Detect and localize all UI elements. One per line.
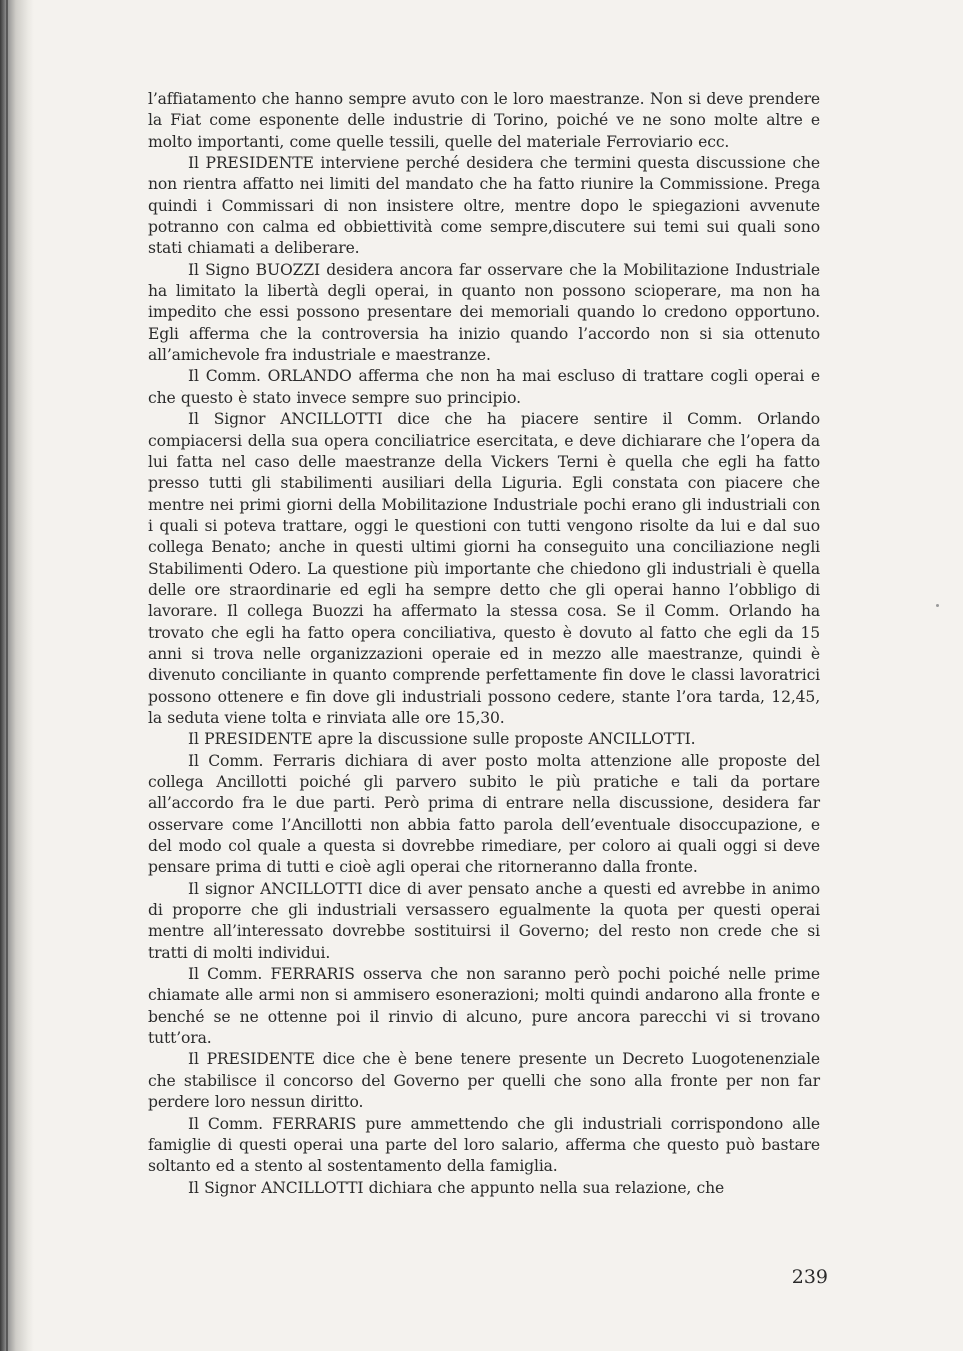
- paragraph-7: Il Comm. Ferraris dichiara di aver posto molta attenzione alle proposte del collega Ancillotti poiché gli parvero subito le più pratiche e tali da portare all’accordo fra le due parti. Però prima di entrare nella discussione, desidera far osservare come l’Ancillotti non abbia fatto parola dell’eventuale disoccupazione, e del modo col quale a questa si dovrebbe rimediare, per coloro ai quali oggi si deve pensare prima di tutti e cioè agli operai che ritorneranno dalla fronte.: [148, 751, 820, 877]
- paragraph-2: Il PRESIDENTE interviene perché desidera che termini questa discussione che non rientra affatto nei limiti del mandato che ha fatto riunire la Commissione. Prega quindi i Commissari di non insistere oltre, mentre dopo le spiegazioni avvenute potranno con calma ed obbiettività come sempre,discutere sui temi sui quali sono stati chiamati a deliberare.: [148, 154, 820, 258]
- body-text: [148, 89, 820, 1199]
- page-edge-line: [6, 0, 8, 1351]
- paragraph-10: Il PRESIDENTE dice che è bene tenere presente un Decreto Luogotenenziale che stabilisce il concorso del Governo per quelli che sono alla fronte per non far perdere loro nessun diritto.: [148, 1050, 820, 1112]
- paragraph-9: Il Comm. FERRARIS osserva che non saranno però pochi poiché nelle prime chiamate alle armi non si ammisero esonerazioni; molti quindi andarono alla fronte e benché se ne ottenne poi il rinvio di alcuno, pure ancora parecchi vi si trovano tutt’ora.: [148, 965, 820, 1048]
- paragraph-6: Il PRESIDENTE apre la discussione sulle proposte ANCILLOTTI.: [188, 730, 696, 749]
- paragraph-8: Il signor ANCILLOTTI dice di aver pensato anche a questi ed avrebbe in animo di proporre che gli industriali versassero egualmente la quota per questi operai mentre all’interessato dovrebbe sostituirsi il Governo; del resto non crede che si tratti di molti individui.: [148, 879, 820, 962]
- paragraph-5: Il Signor ANCILLOTTI dice che ha piacere sentire il Comm. Orlando compiacersi della sua opera conciliatrice esercitata, e deve dichiarare che l’opera da lui fatta nel caso delle maestranze della Vickers Terni è quella che egli ha fatto presso tutti gli stabilimenti ausiliari della Liguria. Egli constata con piacere che mentre nei primi giorni della Mobilitazione Industriale pochi erano gli industriali con i quali si poteva trattare, oggi le questioni con tutti vengono risolte da lui e dal suo collega Benato; anche in questi ultimi giorni ha conseguito una conciliazione negli Stabilimenti Odero. La questione più importante che chiedono gli industriali è quella delle ore straordinarie ed egli ha sempre detto che gli operai hanno l’obbligo di lavorare. Il collega Buozzi ha affermato la stessa cosa. Se il Comm. Orlando ha trovato che egli ha fatto opera conciliativa, questo è dovuto al fatto che egli da 15 anni si trova nelle organizzazioni operaie ed in mezzo alle maestranze, quindi è divenuto conciliante in quanto comprende perfettamente fin dove le classi lavoratrici possono ottenere e fin dove gli industriali possono cedere, stante l’ora tarda, 12,45, la seduta viene tolta e rinviata alle ore 15,30.: [148, 410, 820, 727]
- page-number: 239: [791, 1266, 828, 1288]
- paragraph-1: l’affiatamento che hanno sempre avuto con le loro maestranze. Non si deve prendere la Fiat come esponente delle industrie di Torino, poiché ve ne sono molte altre e molto importanti, come quelle tessili, quelle del materiale Ferroviario ecc.: [148, 90, 820, 151]
- paragraph-12: Il Signor ANCILLOTTI dichiara che appunto nella sua relazione, che: [188, 1178, 725, 1197]
- paragraph-4: Il Comm. ORLANDO afferma che non ha mai escluso di trattare cogli operai e che questo è stato invece sempre suo principio.: [148, 367, 820, 407]
- paper-speck: [936, 604, 939, 607]
- paragraph-3: Il Signo BUOZZI desidera ancora far osservare che la Mobilitazione Industriale ha limitato la libertà degli operai, in quanto non possono scioperare, ma non ha impedito che essi possono presentare dei memoriali quando lo credono opportuno. Egli afferma che la controversia ha inizio quando l’accordo non si sia ottenuto all’amichevole fra industriale e maestranze.: [148, 260, 820, 365]
- paragraph-11: Il Comm. FERRARIS pure ammettendo che gli industriali corrispondono alle famiglie di questi operai una parte del loro salario, afferma che questo può bastare soltanto ed a stento al sostentamento della famiglia.: [148, 1114, 820, 1176]
